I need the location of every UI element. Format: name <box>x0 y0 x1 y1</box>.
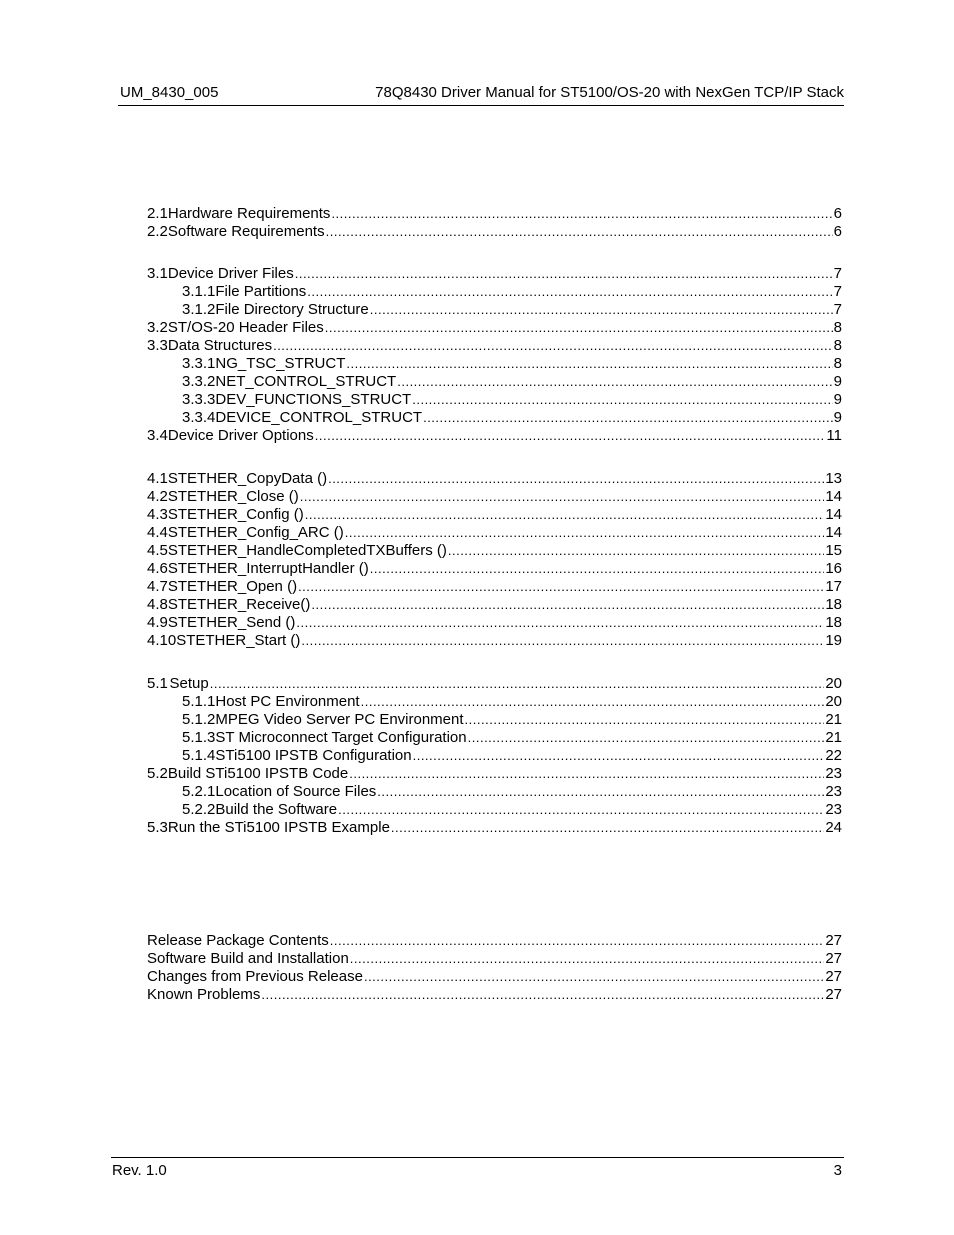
toc-entry-number: 3.3.4 <box>182 409 216 426</box>
toc-dot-leader <box>326 223 833 241</box>
toc-entry-page: 23 <box>825 783 842 800</box>
toc-dot-leader <box>298 578 824 596</box>
toc-dot-leader <box>210 675 825 693</box>
toc-entry-title: Setup <box>169 675 209 692</box>
toc-entry[interactable] <box>147 578 842 596</box>
toc-entry-number: 5.2 <box>147 765 168 782</box>
toc-entry-title: Software Build and Installation <box>147 950 349 967</box>
toc-entry[interactable] <box>147 265 842 283</box>
toc-entry-page: 14 <box>825 488 842 505</box>
document-title: 78Q8430 Driver Manual for ST5100/OS-20 with NexGen TCP/IP Stack <box>375 84 844 101</box>
toc-entry-title: STETHER_InterruptHandler () <box>167 560 369 577</box>
toc-entry-title: STETHER_Open () <box>167 578 298 595</box>
toc-entry-number: 5.3 <box>147 819 168 836</box>
toc-entry-title: Device Driver Options <box>167 427 314 444</box>
toc-entry-number: 5.2.2 <box>182 801 216 818</box>
toc-entry-number: 4.1 <box>147 470 168 487</box>
toc-entry-title: STETHER_Start () <box>176 632 301 649</box>
toc-dot-leader <box>391 819 824 837</box>
toc-dot-leader <box>397 373 832 391</box>
toc-entry-page: 6 <box>833 223 842 240</box>
toc-entry[interactable] <box>147 409 842 427</box>
document-id: UM_8430_005 <box>120 84 219 101</box>
toc-entry-page: 23 <box>825 801 842 818</box>
toc-entry-title: STETHER_Config () <box>167 506 304 523</box>
toc-entry-number: 5.1.2 <box>182 711 216 728</box>
toc-dot-leader <box>261 986 824 1004</box>
toc-dot-leader <box>412 391 832 409</box>
toc-entry-title: STETHER_Close () <box>167 488 299 505</box>
toc-entry-page: 15 <box>825 542 842 559</box>
toc-entry-page: 9 <box>833 409 842 426</box>
toc-entry-page: 14 <box>825 524 842 541</box>
toc-entry-title: DEV_FUNCTIONS_STRUCT <box>215 391 412 408</box>
toc-entry-page: 13 <box>825 470 842 487</box>
toc-entry-title: MPEG Video Server PC Environment <box>215 711 464 728</box>
toc-dot-leader <box>307 283 832 301</box>
toc-dot-leader <box>349 765 824 783</box>
toc-entry-number: 2.2 <box>147 223 168 240</box>
toc-entry[interactable] <box>147 542 842 560</box>
toc-entry-page: 8 <box>833 337 842 354</box>
toc-entry[interactable] <box>147 596 842 614</box>
toc-entry-page: 7 <box>833 301 842 318</box>
toc-entry-number: 3.3 <box>147 337 168 354</box>
toc-group <box>147 265 842 445</box>
toc-entry-title: Location of Source Files <box>215 783 377 800</box>
toc-dot-leader <box>370 560 825 578</box>
toc-entry-number: 4.2 <box>147 488 168 505</box>
toc-entry-page: 9 <box>833 391 842 408</box>
toc-entry-title: STETHER_Config_ARC () <box>167 524 344 541</box>
toc-entry[interactable] <box>147 819 842 837</box>
toc-entry-number: 3.1.2 <box>182 301 216 318</box>
toc-dot-leader <box>423 409 833 427</box>
toc-entry-title: DEVICE_CONTROL_STRUCT <box>215 409 423 426</box>
toc-entry[interactable] <box>147 506 842 524</box>
toc-entry[interactable] <box>147 783 842 801</box>
page-header <box>118 84 844 106</box>
toc-entry-number: 4.4 <box>147 524 168 541</box>
toc-dot-leader <box>315 427 826 445</box>
toc-dot-leader <box>468 729 825 747</box>
toc-entry-page: 16 <box>825 560 842 577</box>
toc-entry[interactable] <box>147 488 842 506</box>
toc-entry-title: Hardware Requirements <box>167 205 331 222</box>
toc-entry[interactable] <box>147 524 842 542</box>
toc-dot-leader <box>301 632 824 650</box>
toc-entry-page: 27 <box>825 932 842 949</box>
toc-entry-number: 3.1 <box>147 265 168 282</box>
toc-entry-number: 3.3.1 <box>182 355 216 372</box>
toc-dot-leader <box>361 693 825 711</box>
toc-entry-page: 8 <box>833 355 842 372</box>
toc-entry-page: 14 <box>825 506 842 523</box>
toc-entry[interactable] <box>147 355 842 373</box>
toc-entry-number: 4.3 <box>147 506 168 523</box>
toc-entry-title: Build the Software <box>215 801 338 818</box>
toc-dot-leader <box>296 614 824 632</box>
toc-entry-page: 20 <box>825 693 842 710</box>
toc-entry-page: 21 <box>825 711 842 728</box>
toc-entry-title: ST/OS-20 Header Files <box>167 319 324 336</box>
toc-entry-page: 17 <box>825 578 842 595</box>
toc-entry-page: 19 <box>825 632 842 649</box>
toc-entry-page: 18 <box>825 614 842 631</box>
toc-entry[interactable] <box>147 950 842 968</box>
toc-entry-page: 11 <box>826 427 842 444</box>
toc-entry-page: 27 <box>825 968 842 985</box>
toc-entry-page: 27 <box>825 950 842 967</box>
toc-dot-leader <box>364 968 824 986</box>
toc-entry-number: 3.1.1 <box>182 283 216 300</box>
toc-entry-number: 4.7 <box>147 578 168 595</box>
toc-dot-leader <box>377 783 824 801</box>
toc-entry-number: 3.3.2 <box>182 373 216 390</box>
toc-entry-number: 5.1.3 <box>182 729 216 746</box>
toc-entry-title: STETHER_Receive() <box>167 596 311 613</box>
toc-entry-page: 9 <box>833 373 842 390</box>
toc-entry-page: 23 <box>825 765 842 782</box>
toc-entry-title: Changes from Previous Release <box>147 968 363 985</box>
toc-dot-leader <box>273 337 833 355</box>
toc-entry[interactable] <box>147 932 842 950</box>
toc-dot-leader <box>465 711 825 729</box>
toc-entry-number: 5.1.1 <box>182 693 216 710</box>
toc-entry[interactable] <box>147 319 842 337</box>
toc-dot-leader <box>305 506 825 524</box>
toc-entry-number: 4.10 <box>147 632 177 649</box>
toc-entry-number: 2.1 <box>147 205 168 222</box>
toc-entry[interactable] <box>147 801 842 819</box>
toc-entry-title: STETHER_Send () <box>167 614 296 631</box>
toc-entry-page: 27 <box>825 986 842 1003</box>
toc-entry-title: File Directory Structure <box>215 301 369 318</box>
toc-entry-title: Data Structures <box>167 337 273 354</box>
toc-dot-leader <box>328 470 824 488</box>
toc-entry-number: 3.2 <box>147 319 168 336</box>
toc-dot-leader <box>330 932 825 950</box>
toc-entry-title: STi5100 IPSTB Configuration <box>215 747 412 764</box>
toc-entry[interactable] <box>147 560 842 578</box>
toc-entry[interactable] <box>147 729 842 747</box>
toc-group <box>147 205 842 241</box>
toc-entry[interactable] <box>147 223 842 241</box>
toc-entry-title: Software Requirements <box>167 223 325 240</box>
toc-entry-title: Build STi5100 IPSTB Code <box>167 765 349 782</box>
toc-dot-leader <box>350 950 825 968</box>
toc-entry-number: 3.3.3 <box>182 391 216 408</box>
toc-entry[interactable] <box>147 711 842 729</box>
toc-entry[interactable] <box>147 283 842 301</box>
toc-entry-number: 4.6 <box>147 560 168 577</box>
toc-entry-title: STETHER_CopyData () <box>167 470 328 487</box>
toc-entry-number: 4.9 <box>147 614 168 631</box>
toc-entry-title: Release Package Contents <box>147 932 329 949</box>
toc-entry[interactable] <box>147 632 842 650</box>
toc-dot-leader <box>338 801 824 819</box>
toc-dot-leader <box>311 596 824 614</box>
toc-dot-leader <box>331 205 832 223</box>
toc-entry-page: 24 <box>825 819 842 836</box>
toc-dot-leader <box>300 488 825 506</box>
toc-entry-title: Known Problems <box>147 986 261 1003</box>
toc-entry-page: 22 <box>825 747 842 764</box>
toc-entry[interactable] <box>147 986 842 1004</box>
toc-dot-leader <box>345 524 825 542</box>
toc-entry-number: 4.8 <box>147 596 168 613</box>
toc-entry-page: 18 <box>825 596 842 613</box>
toc-entry-title: NET_CONTROL_STRUCT <box>215 373 397 390</box>
toc-entry[interactable] <box>147 614 842 632</box>
toc-entry-title: ST Microconnect Target Configuration <box>215 729 467 746</box>
toc-dot-leader <box>448 542 824 560</box>
page-number: 3 <box>833 1162 842 1179</box>
toc-entry-title: Host PC Environment <box>215 693 360 710</box>
toc-entry-number: 5.2.1 <box>182 783 216 800</box>
toc-entry-page: 20 <box>825 675 842 692</box>
toc-entry-title: STETHER_HandleCompletedTXBuffers () <box>167 542 447 559</box>
toc-dot-leader <box>325 319 833 337</box>
toc-entry-page: 7 <box>833 283 842 300</box>
toc-entry[interactable] <box>147 675 842 693</box>
toc-entry-page: 7 <box>833 265 842 282</box>
toc-dot-leader <box>346 355 832 373</box>
toc-entry[interactable] <box>147 968 842 986</box>
toc-group <box>147 932 842 1004</box>
toc-entry[interactable] <box>147 470 842 488</box>
toc-entry-title: Run the STi5100 IPSTB Example <box>167 819 390 836</box>
toc-entry[interactable] <box>147 301 842 319</box>
toc-entry-page: 21 <box>825 729 842 746</box>
toc-entry[interactable] <box>147 391 842 409</box>
toc-dot-leader <box>413 747 825 765</box>
revision-label: Rev. 1.0 <box>112 1162 167 1179</box>
toc-entry-page: 8 <box>833 319 842 336</box>
toc-group <box>147 675 842 837</box>
toc-entry[interactable] <box>147 205 842 223</box>
toc-entry-number: 5.1 <box>147 675 168 692</box>
toc-entry[interactable] <box>147 765 842 783</box>
toc-entry[interactable] <box>147 427 842 445</box>
table-of-contents <box>147 205 842 1004</box>
toc-dot-leader <box>370 301 833 319</box>
toc-entry-title: NG_TSC_STRUCT <box>215 355 346 372</box>
toc-entry-number: 5.1.4 <box>182 747 216 764</box>
toc-entry[interactable] <box>147 337 842 355</box>
toc-entry-title: Device Driver Files <box>167 265 294 282</box>
toc-entry[interactable] <box>147 693 842 711</box>
toc-entry-number: 3.4 <box>147 427 168 444</box>
toc-entry[interactable] <box>147 373 842 391</box>
toc-entry-page: 6 <box>833 205 842 222</box>
toc-dot-leader <box>295 265 833 283</box>
toc-entry[interactable] <box>147 747 842 765</box>
toc-entry-title: File Partitions <box>215 283 307 300</box>
toc-group <box>147 470 842 650</box>
toc-entry-number: 4.5 <box>147 542 168 559</box>
page-footer <box>111 1157 844 1180</box>
